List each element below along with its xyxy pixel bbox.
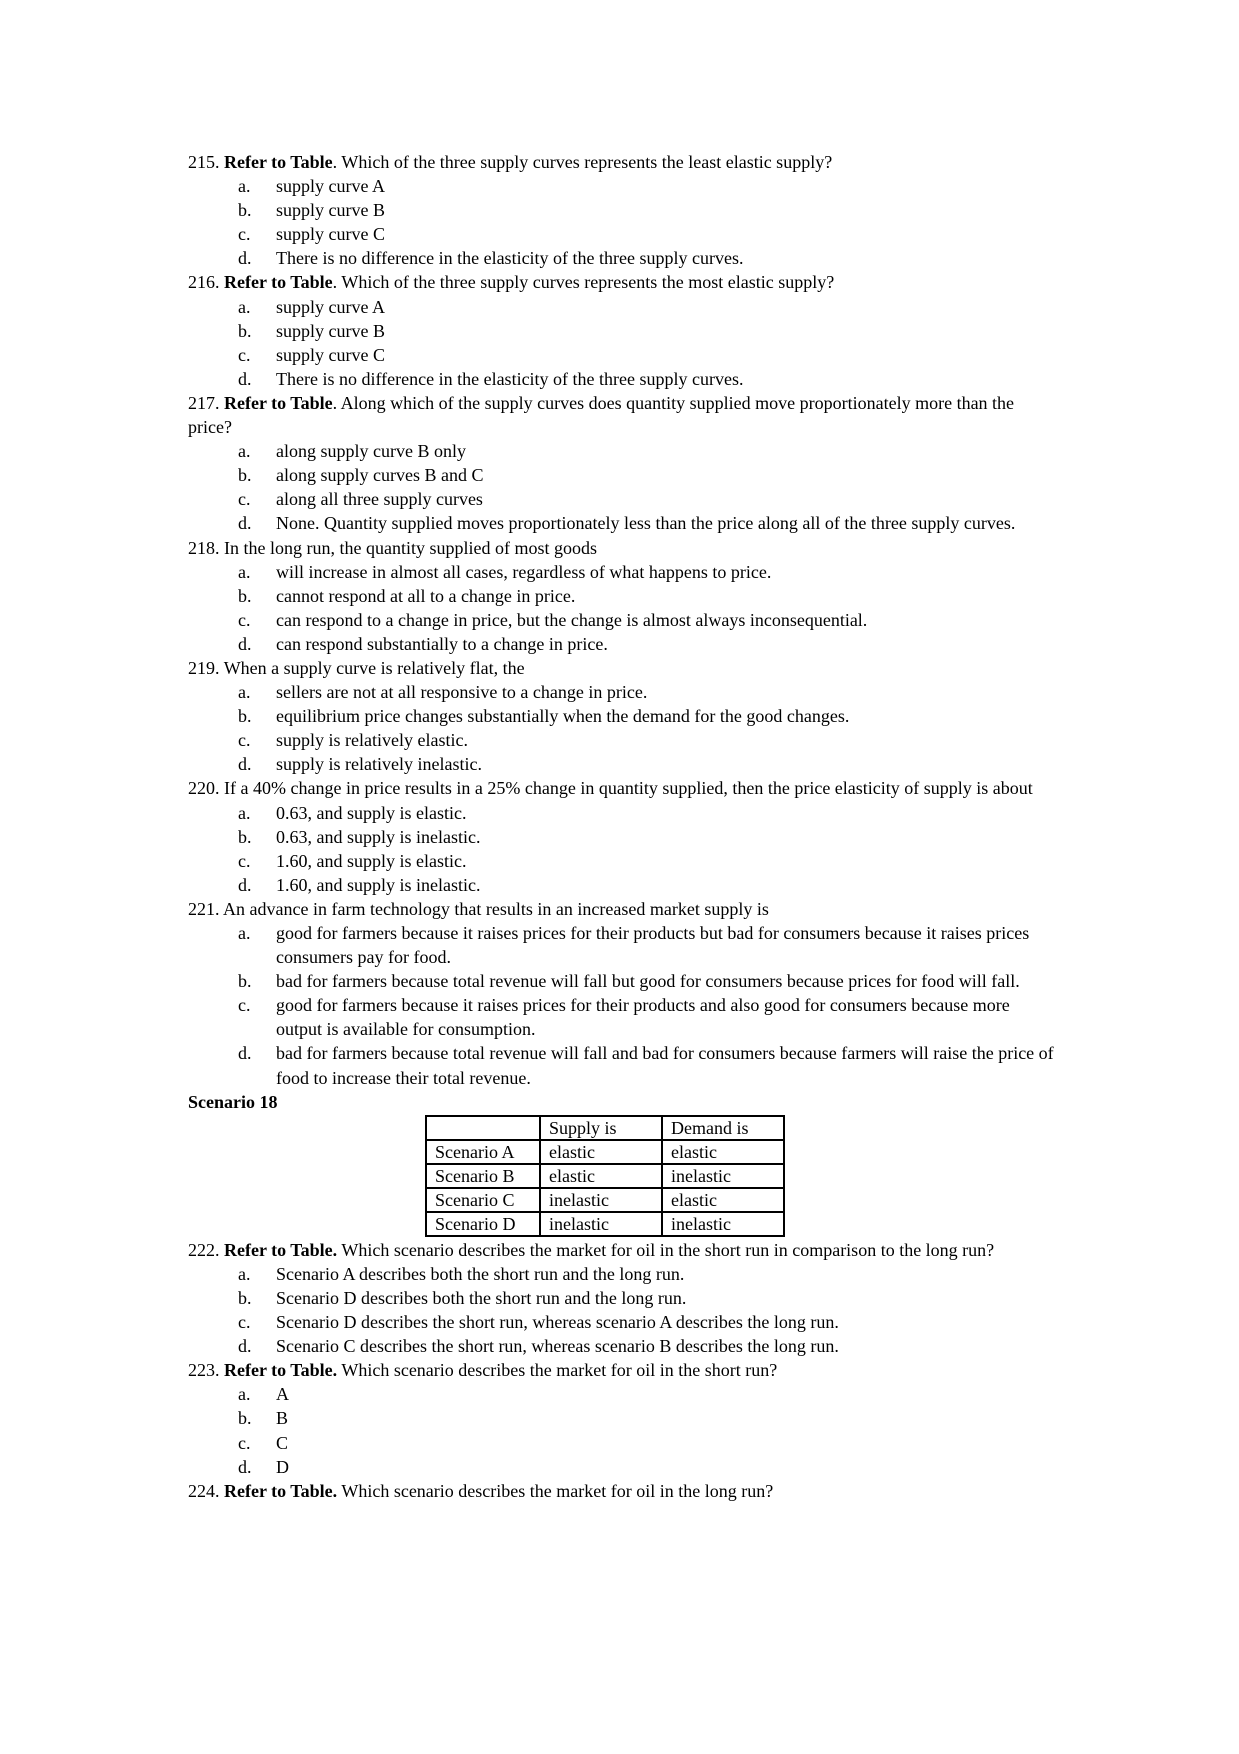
question-217: [188, 391, 1056, 536]
question-number: 223.: [188, 1360, 220, 1381]
option-letter: b.: [238, 465, 252, 486]
table-cell: inelastic: [540, 1188, 662, 1212]
answer-option: [188, 439, 1056, 463]
table-cell: inelastic: [662, 1164, 784, 1188]
question-stem: [188, 656, 1056, 680]
answer-option: [188, 222, 1056, 246]
option-letter: c.: [238, 344, 251, 365]
option-letter: c.: [238, 224, 251, 245]
option-letter: b.: [238, 585, 252, 606]
question-stem: [188, 536, 1056, 560]
question-text: Which scenario describes the market for oil in the long run?: [337, 1480, 774, 1501]
option-text: There is no difference in the elasticity of the three supply curves.: [276, 248, 744, 269]
table-row: [426, 1116, 784, 1140]
question-220: [188, 776, 1056, 896]
option-letter: b.: [238, 706, 252, 727]
option-text: supply curve B: [276, 320, 385, 341]
answer-option: [188, 198, 1056, 222]
option-text: Scenario D describes both the short run and the long run.: [276, 1287, 687, 1308]
answer-option: [188, 969, 1056, 993]
question-text: . Which of the three supply curves represents the least elastic supply?: [332, 152, 833, 172]
option-letter: b.: [238, 826, 252, 847]
table-row: [426, 1140, 784, 1164]
option-text: 1.60, and supply is inelastic.: [276, 874, 481, 895]
option-text: C: [276, 1432, 289, 1453]
option-letter: d.: [238, 513, 252, 534]
option-text: supply is relatively inelastic.: [276, 754, 482, 775]
scenario-table: [425, 1115, 785, 1237]
questions-part-2: [188, 1238, 1056, 1503]
answer-option: [188, 174, 1056, 198]
question-number: 217.: [188, 392, 220, 413]
option-letter: d.: [238, 1456, 252, 1477]
question-223: [188, 1358, 1056, 1478]
option-text: supply curve A: [276, 296, 385, 317]
question-218: [188, 536, 1056, 656]
option-letter: a.: [238, 1384, 251, 1405]
answer-option: [188, 680, 1056, 704]
answer-option: [188, 560, 1056, 584]
table-row: [426, 1188, 784, 1212]
option-text: There is no difference in the elasticity of the three supply curves.: [276, 368, 744, 389]
question-number: 219.: [188, 657, 220, 678]
option-letter: c.: [238, 609, 251, 630]
option-letter: a.: [238, 1263, 251, 1284]
answer-option: [188, 584, 1056, 608]
questions-part-1: [188, 150, 1056, 1090]
option-text: 1.60, and supply is elastic.: [276, 850, 467, 871]
answer-option: [188, 1334, 1056, 1358]
answer-option: [188, 873, 1056, 897]
answer-option: [188, 1310, 1056, 1334]
answer-option: [188, 1262, 1056, 1286]
option-letter: d.: [238, 874, 252, 895]
option-text: good for farmers because it raises prices for their products and also good for consumers because more output is available for consumption.: [276, 995, 1010, 1040]
question-text: . Which of the three supply curves represents the most elastic supply?: [332, 272, 835, 293]
table-cell: Scenario D: [426, 1212, 540, 1236]
question-stem: [188, 1358, 1056, 1382]
question-text: Which scenario describes the market for oil in the short run?: [337, 1360, 778, 1381]
question-number: 224.: [188, 1480, 220, 1501]
option-text: 0.63, and supply is inelastic.: [276, 826, 481, 847]
answer-option: [188, 1406, 1056, 1430]
option-letter: d.: [238, 1336, 252, 1357]
option-text: sellers are not at all responsive to a change in price.: [276, 682, 648, 703]
option-letter: b.: [238, 1287, 252, 1308]
option-letter: a.: [238, 682, 251, 703]
table-cell: Scenario B: [426, 1164, 540, 1188]
answer-option: [188, 1041, 1056, 1089]
option-text: supply curve A: [276, 176, 385, 197]
table-cell: elastic: [662, 1140, 784, 1164]
question-215: [188, 150, 1056, 270]
answer-option: [188, 752, 1056, 776]
option-text: A: [276, 1384, 289, 1405]
answer-option: [188, 632, 1056, 656]
option-letter: c.: [238, 850, 251, 871]
answer-option: [188, 1382, 1056, 1406]
option-text: along supply curve B only: [276, 441, 466, 462]
question-number: 218.: [188, 537, 220, 558]
option-text: along all three supply curves: [276, 489, 483, 510]
question-number: 222.: [188, 1239, 220, 1260]
scenario-title: Scenario 18: [188, 1091, 278, 1112]
option-text: D: [276, 1456, 289, 1477]
answer-option: [188, 921, 1056, 969]
answer-option: [188, 295, 1056, 319]
option-text: can respond substantially to a change in price.: [276, 633, 608, 654]
question-text: When a supply curve is relatively flat, the: [223, 657, 525, 678]
option-letter: d.: [238, 754, 252, 775]
option-letter: b.: [238, 200, 252, 221]
table-row: [426, 1164, 784, 1188]
option-letter: b.: [238, 1408, 252, 1429]
question-bold-prefix: Refer to Table.: [224, 1480, 338, 1501]
answer-option: [188, 511, 1056, 535]
option-text: supply curve C: [276, 344, 385, 365]
question-bold-prefix: Refer to Table: [224, 152, 333, 172]
answer-option: [188, 993, 1056, 1041]
document-page: [188, 150, 1056, 1503]
question-224: [188, 1479, 1056, 1503]
option-text: None. Quantity supplied moves proportionately less than the price along all of the three supply curves.: [276, 513, 1016, 534]
option-letter: a.: [238, 296, 251, 317]
option-text: good for farmers because it raises prices for their products but bad for consumers because it raises prices consumers pay for food.: [276, 923, 1030, 968]
option-letter: c.: [238, 489, 251, 510]
question-221: [188, 897, 1056, 1090]
question-text: . Along which of the supply curves does quantity supplied move proportionately more than the price?: [188, 392, 1015, 438]
option-letter: c.: [238, 730, 251, 751]
answer-option: [188, 246, 1056, 270]
answer-option: [188, 728, 1056, 752]
answer-option: [188, 367, 1056, 391]
table-cell: inelastic: [540, 1212, 662, 1236]
option-text: along supply curves B and C: [276, 465, 484, 486]
option-letter: a.: [238, 923, 251, 943]
answer-option: [188, 1286, 1056, 1310]
option-text: Scenario C describes the short run, whereas scenario B describes the long run.: [276, 1336, 839, 1357]
question-bold-prefix: Refer to Table.: [224, 1360, 338, 1381]
option-text: cannot respond at all to a change in price.: [276, 585, 576, 606]
question-text: Which scenario describes the market for oil in the short run in comparison to the long run?: [337, 1239, 995, 1260]
option-text: will increase in almost all cases, regardless of what happens to price.: [276, 561, 772, 582]
question-bold-prefix: Refer to Table: [224, 272, 333, 293]
table-cell: Supply is: [540, 1116, 662, 1140]
answer-option: [188, 487, 1056, 511]
question-text: An advance in farm technology that results in an increased market supply is: [223, 898, 769, 919]
option-letter: d.: [238, 248, 252, 269]
table-cell: elastic: [540, 1140, 662, 1164]
option-text: bad for farmers because total revenue will fall and bad for consumers because farmers will raise the price of food to increase their total revenue.: [276, 1043, 1054, 1088]
question-stem: [188, 897, 1056, 921]
option-text: supply is relatively elastic.: [276, 730, 468, 751]
table-cell: elastic: [540, 1164, 662, 1188]
table-cell: inelastic: [662, 1212, 784, 1236]
option-letter: c.: [238, 1312, 251, 1333]
option-text: B: [276, 1408, 289, 1429]
answer-option: [188, 704, 1056, 728]
table-cell: [426, 1116, 540, 1140]
option-letter: d.: [238, 633, 252, 654]
answer-option: [188, 801, 1056, 825]
option-letter: a.: [238, 176, 251, 197]
question-stem: [188, 1479, 1056, 1503]
question-222: [188, 1238, 1056, 1358]
table-row: [426, 1212, 784, 1236]
option-letter: b.: [238, 971, 252, 992]
question-219: [188, 656, 1056, 776]
question-216: [188, 270, 1056, 390]
option-text: equilibrium price changes substantially when the demand for the good changes.: [276, 706, 850, 727]
question-number: 220.: [188, 778, 220, 799]
question-stem: [188, 391, 1056, 439]
option-letter: c.: [238, 995, 251, 1016]
option-letter: a.: [238, 561, 251, 582]
table-cell: Scenario C: [426, 1188, 540, 1212]
question-stem: [188, 1238, 1056, 1262]
answer-option: [188, 1455, 1056, 1479]
option-text: supply curve B: [276, 200, 385, 221]
question-stem: [188, 150, 1056, 174]
table-cell: Scenario A: [426, 1140, 540, 1164]
option-text: supply curve C: [276, 224, 385, 245]
answer-option: [188, 463, 1056, 487]
answer-option: [188, 319, 1056, 343]
question-text: In the long run, the quantity supplied of most goods: [224, 537, 597, 558]
question-bold-prefix: Refer to Table: [224, 392, 333, 413]
answer-option: [188, 343, 1056, 367]
answer-option: [188, 825, 1056, 849]
answer-option: [188, 608, 1056, 632]
answer-option: [188, 849, 1056, 873]
question-number: 216.: [188, 272, 220, 293]
table-cell: elastic: [662, 1188, 784, 1212]
question-number: 215.: [188, 152, 220, 172]
option-text: Scenario A describes both the short run and the long run.: [276, 1263, 685, 1284]
question-stem: [188, 270, 1056, 294]
question-bold-prefix: Refer to Table.: [224, 1239, 338, 1260]
question-number: 221.: [188, 898, 220, 919]
answer-option: [188, 1431, 1056, 1455]
option-text: bad for farmers because total revenue will fall but good for consumers because prices for food will fall.: [276, 971, 1020, 992]
option-letter: a.: [238, 802, 251, 823]
option-letter: d.: [238, 368, 252, 389]
table-cell: Demand is: [662, 1116, 784, 1140]
option-letter: d.: [238, 1043, 252, 1064]
question-text: If a 40% change in price results in a 25% change in quantity supplied, then the price elasticity of supply is about: [224, 778, 1033, 799]
option-text: can respond to a change in price, but the change is almost always inconsequential.: [276, 609, 868, 630]
option-letter: c.: [238, 1432, 251, 1453]
option-text: 0.63, and supply is elastic.: [276, 802, 467, 823]
question-stem: [188, 776, 1056, 800]
option-text: Scenario D describes the short run, whereas scenario A describes the long run.: [276, 1312, 839, 1333]
option-letter: a.: [238, 441, 251, 462]
option-letter: b.: [238, 320, 252, 341]
